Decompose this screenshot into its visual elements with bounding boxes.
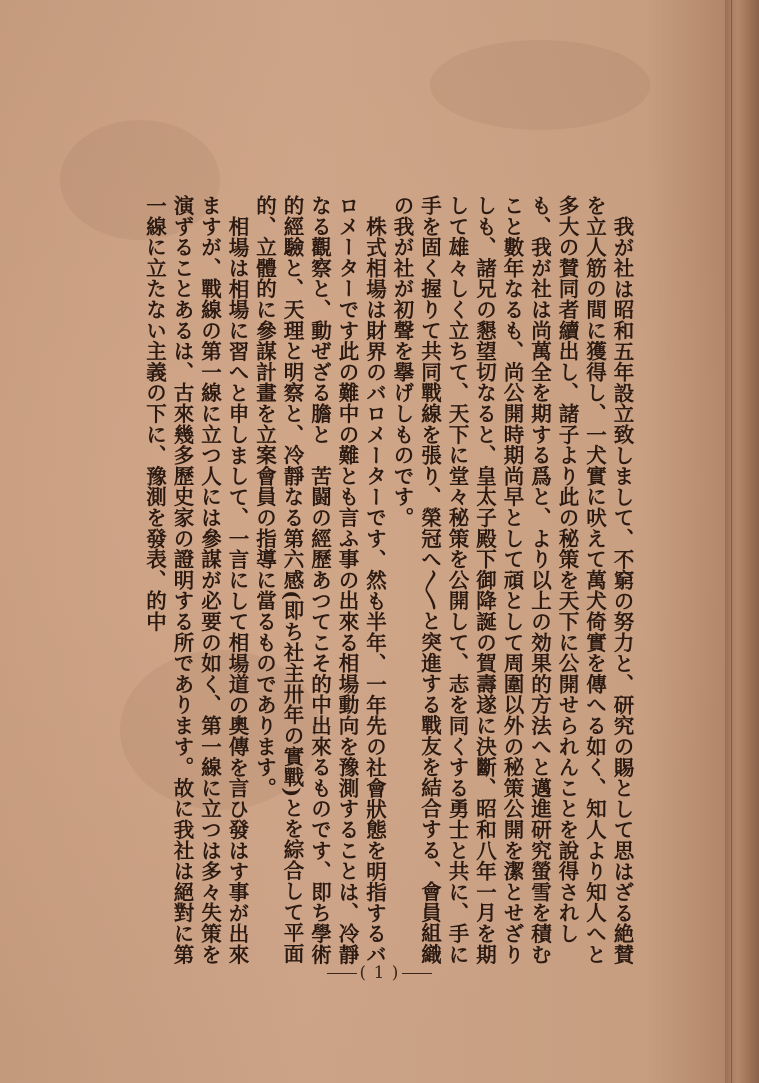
- paper-stain: [430, 40, 650, 130]
- body-text: [142, 195, 635, 965]
- page-number: [0, 963, 759, 983]
- page-number-dash-left: [327, 973, 357, 974]
- page-number-dash-right: [402, 973, 432, 974]
- paragraph: 株式相場は財界のバロメーターです、然も半年、一年先の社會狀態を明指するバロメーターです此の難中の難とも言ふ事の出來る相場動向を豫測することは、冷靜なる觀察と、動ぜざる膽と 苦闘の經歷あつてこそ的中出來るものです、即ち學術的經驗と、天理と明察と、冷靜なる第六感(即ち社主卅年の實戰)とを綜合して平面的、立體的に參謀計畫を立案會員の指導に當るものであります。: [252, 195, 387, 965]
- page-number-label: ( 1 ): [359, 963, 400, 983]
- binding-edge: [725, 0, 759, 1083]
- paragraph: 我が社は昭和五年設立致しまして、不窮の努力と、研究の賜として思はざる絶賛を立人筋の間に獲得し、一犬實に吠えて萬犬倚實を傳へる如く、知人より知人へと多大の賛同者續出し、諸子より此の秘策を天下に公開せられんことを說得されしも、我が社は尚萬全を期する爲と、より以上の効果的方法へと邁進研究螢雪を積むこと數年なるも、尚公開時期尚早として頑として周圍以外の秘策公開を潔とせざりしも、諸兄の懇望切なると、皇太子殿下御降誕の賀壽遂に決斷、昭和八年一月を期して雄々しく立ちて、天下に堂々秘策を公開して、志を同くする勇士と共に、手に手を固く握りて共同戰線を張り、榮冠へ〳〵と突進する戰友を結合する、會員組織の我が社が初聲を擧げしものです。: [390, 195, 634, 965]
- paragraph: 相場は相場に習へと申しまして、一言にして相場道の奧傳を言ひ發はす事が出來ますが、戰線の第一線に立つ人には參謀が必要の如く、第一線に立つは多々失策を演ずることあるは、古來幾多歷史家の證明する所であります。故に我社は絕對に第一線に立たない主義の下に、豫測を發表、的中: [142, 195, 249, 965]
